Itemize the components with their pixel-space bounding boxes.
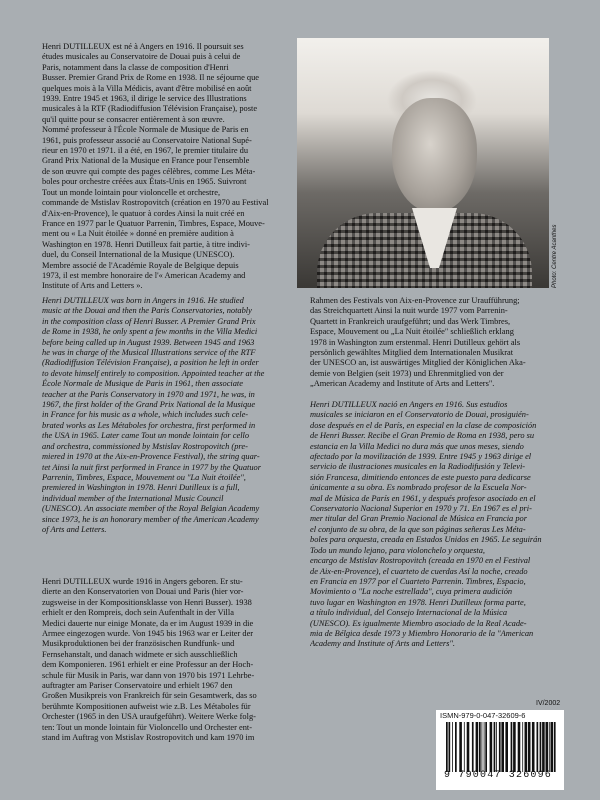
text-line: afectado por la movilización de 1939. Entre 1945 y 1963 dirige el — [310, 452, 532, 462]
text-line: estancia en la Villa Medici no dura más que unos meses, siendo — [310, 441, 524, 451]
text-line: (UNESCO). An associate member of the Royal Belgian Academy — [42, 504, 260, 514]
text-line: boles pour orchestre créées aux États-Unis en 1965. Suivront — [42, 177, 247, 187]
text-line: Henri DUTILLEUX wurde 1916 in Angers geboren. Er stu- — [42, 577, 243, 586]
text-line: Henri DUTILLEUX was born in Angers in 1916. He studied — [42, 296, 244, 305]
barcode-number: 9 790047 326096 — [443, 770, 552, 781]
ismn-number: ISMN-979-0-047-32609-6 — [440, 711, 526, 720]
text-line: dose después en el de París, en especial en la clase de composición — [310, 420, 537, 430]
text-line: Rahmen des Festivals von Aix-en-Provence zur Uraufführung; — [310, 296, 520, 305]
biography-english — [42, 296, 288, 535]
text-line: and orchestra, commissioned by Mstislav Rostropovitch (pre- — [42, 441, 248, 451]
text-line: 1961, puis professeur associé au Conservatoire National Supé- — [42, 135, 252, 145]
text-line: dem Komponieren. 1961 erhielt er eine Professur an der Hoch- — [42, 660, 254, 670]
photo-credit: Photo: Centre Acanthes — [552, 224, 558, 288]
text-line: Conservatorio Nacional Superior en 1970 y 71. En 1967 es el pri- — [310, 504, 532, 514]
text-line: stand im Auftrag von Mstislav Rostropovitch und kam 1970 im — [42, 733, 255, 743]
text-line: 1967, the first holder of the Grand Prix National de la Musique — [42, 400, 256, 410]
text-line: the USA in 1965. Later came Tout un monde lointain for cello — [42, 431, 250, 441]
text-line: de Henri Busser. Recibe el Gran Premio de Roma en 1938, pero su — [310, 431, 535, 441]
text-line: Washington en 1978. Henri Dutilleux fait partie, à titre indivi- — [42, 239, 250, 249]
text-line: de Aix-en-Provence), el cuarteto de cuerdas Así la noche, creado — [310, 566, 528, 576]
text-line: Grand Prix National de la Musique en France pour l'ensemble — [42, 156, 250, 166]
text-line: brated works as Les Métaboles for orchestra, first performed in — [42, 420, 256, 430]
text-line: music at the Douai and then the Paris Conservatories, notably — [42, 306, 252, 316]
text-line: servicio de ilustraciones musicales en la Radiodifusión y Televi- — [310, 462, 526, 472]
text-line: auftragter am Pariser Conservatoire und erhielt 1967 den — [42, 681, 233, 691]
text-line: der UNESCO an, ist auswärtiges Mitglied der Königlichen Aka- — [310, 358, 526, 368]
text-line: teacher at the Paris Conservatory in 1970 and 1971, he was, in — [42, 389, 255, 399]
text-line: Quartett in Frankreich uraufgeführt; und das Werk Timbres, — [310, 316, 511, 326]
text-line: Academy and Institute of Arts and Letters". — [310, 639, 456, 649]
text-line: Institute of Arts and Letters ». — [42, 281, 143, 291]
text-line: musicales se iniciaron en el Conservatorio de Douai, prosiguién- — [310, 410, 529, 420]
text-line: Movimiento o "La noche estrellada", cuya primera audición — [310, 587, 513, 597]
text-line: de Rome in 1938, he only spent a few months in the Villa Medici — [42, 327, 258, 337]
text-line: encargo de Mstislav Rostropovitch (creada en 1970 en el Festival — [310, 556, 531, 566]
text-line: premiered in Washington in 1978. Henri Dutilleux is a full, — [42, 483, 240, 493]
text-line: Armee eingezogen wurde. Von 1945 bis 1963 war er Leiter der — [42, 629, 254, 639]
text-line: since 1973, he is an honorary member of the American Academy — [42, 514, 259, 524]
text-line: schule für Musik in Paris, war dann von 1970 bis 1971 Lehrbe- — [42, 670, 255, 680]
text-line: individual member of the International Music Council — [42, 493, 224, 503]
text-line: mer titular del Gran Premio Nacional de Música en Francia por — [310, 514, 527, 524]
text-line: études musicales au Conservatoire de Douai puis à celui de — [42, 52, 241, 62]
text-line: zugsweise in der Kompositionsklasse von Henri Busser). 1938 — [42, 597, 252, 607]
text-line: Orchester (1965 in den USA uraufgeführt). Weitere Werke folg- — [42, 712, 256, 722]
biography-french — [42, 42, 288, 292]
text-line: Nommé professeur à l'École Normale de Musique de Paris en — [42, 125, 249, 135]
text-line: dierte an den Konservatorien von Douai und Paris (hier vor- — [42, 587, 244, 597]
text-line: Fernsehanstalt, und danach widmete er sich ausschließlich — [42, 649, 238, 659]
text-line: únicamente a su obra. Es nombrado profesor de la Escuela Nor- — [310, 483, 527, 493]
composer-portrait-photo — [297, 38, 549, 288]
text-line: France en 1977 par le Quatuor Parrenin, Timbres, Espace, Mouve- — [42, 218, 265, 228]
text-line: 1939. Entre 1945 et 1963, il dirige le service des Illustrations — [42, 94, 247, 104]
text-line: erhielt er den Rompreis, doch sein Aufenthalt in der Villa — [42, 608, 234, 618]
text-line: mia de Bélgica desde 1973 y Miembro Honorario de la "American — [310, 628, 534, 638]
text-line: qu'il quitte pour se consacrer entièrement à son œuvre. — [42, 114, 225, 124]
text-line: Paris, notamment dans la classe de composition d'Henri — [42, 62, 229, 72]
text-line: el conjunto de su obra, de la que son páginas señeras Les Méta- — [310, 524, 526, 534]
text-line: Busser. Premier Grand Prix de Rome en 1938. Il ne séjourne que — [42, 73, 260, 83]
text-line: Henri DUTILLEUX est né à Angers en 1916. Il poursuit ses — [42, 42, 244, 51]
biography-spanish — [310, 400, 560, 650]
print-date: IV/2002 — [536, 700, 561, 707]
text-line: 1978 in Washington zum erstenmal. Henri Dutilleux gehört als — [310, 337, 521, 347]
barcode-icon — [446, 722, 558, 772]
text-line: tuvo lugar en Washington en 1978. Henri Dutilleux forma parte, — [310, 597, 526, 607]
text-line: to devote himself entirely to composition. Appointed teacher at the — [42, 368, 265, 378]
text-line: École Normale de Musique de Paris in 1961, then associate — [42, 379, 243, 389]
text-line: (UNESCO). Es igualmente Miembro asociado de la Real Acade- — [310, 618, 527, 628]
text-line: demie von Belgien (seit 1973) und Ehrenmitglied von der — [310, 368, 504, 378]
text-line: ment ou « La Nuit étoilée » donné en première audition à — [42, 229, 234, 239]
text-line: 1973, il est membre honoraire de l'« American Academy and — [42, 270, 246, 280]
text-line: tet Ainsi la nuit first performed in France in 1977 by the Quatuor — [42, 462, 261, 472]
biography-german-continued — [310, 296, 560, 390]
text-line: Todo un mundo lejano, para violonchelo y orquesta, — [310, 545, 486, 555]
text-line: Henri DUTILLEUX nació en Angers en 1916. Sus estudios — [310, 400, 508, 409]
text-line: Großen Musikpreis von Frankreich für sein Gesamtwerk, das so — [42, 691, 257, 701]
text-line: das Streichquartett Ainsi la nuit wurde 1977 vom Parrenin- — [310, 306, 508, 316]
text-line: before being called up in August 1939. Between 1945 and 1963 — [42, 337, 255, 347]
text-line: duel, du Conseil International de la Musique (UNESCO). — [42, 250, 235, 260]
text-line: berühmte Kompositionen aufweist wie z.B. Les Métaboles für — [42, 701, 251, 711]
text-line: Tout un monde lointain pour violoncelle et orchestre, — [42, 187, 221, 197]
text-line: mal de Música de París en 1961, y después profesor asociado en el — [310, 493, 536, 503]
text-line: en Francia en 1977 por el Cuarteto Parrenin. Timbres, Espacio, — [310, 576, 526, 586]
text-line: d'Aix-en-Provence), le quatuor à cordes Ainsi la nuit créé en — [42, 208, 245, 218]
text-line: Parrenin, Timbres, Espace, Mouvement ou "La Nuit étoilée", — [42, 472, 246, 482]
text-line: Espace, Mouvement ou „La Nuit étoilée" schließlich erklang — [310, 327, 514, 337]
text-line: sión Francesa, dimitiendo entonces de este puesto para dedicarse — [310, 472, 531, 482]
text-line: Medici dauerte nur einige Monate, da er im August 1939 in die — [42, 618, 254, 628]
text-line: in the composition class of Henri Busser. A Premier Grand Prix — [42, 316, 256, 326]
text-line: Musikproduktionen bei der französischen Rundfunk- und — [42, 639, 235, 649]
biography-german — [42, 577, 288, 744]
text-line: Membre associé de l'Académie Royale de Belgique depuis — [42, 260, 239, 270]
text-line: in France for his music as a whole, which includes such cele- — [42, 410, 249, 420]
text-line: he was in charge of the Musical Illustrations service of the RTF — [42, 348, 256, 358]
text-line: rieur en 1970 et 1971. il a été, en 1967, le premier titulaire du — [42, 146, 249, 156]
text-line: of Arts and Letters. — [42, 524, 107, 534]
text-line: persönlich gewähltes Mitglied dem Internationalen Musikrat — [310, 348, 514, 358]
text-line: commande de Mstislav Rostropovitch (création en 1970 au Festival — [42, 198, 269, 208]
text-line: quelques mois à la Villa Médicis, avant d'être mobilisé en août — [42, 83, 252, 93]
text-line: de son œuvre qui compte des pages célèbres, comme Les Méta- — [42, 166, 256, 176]
text-line: „American Academy and Institute of Arts and Letters". — [310, 379, 495, 389]
text-line: ten: Tout un monde lointain für Violoncello und Orchester ent- — [42, 722, 253, 732]
text-line: musicales à la RTF (Radiodiffusion Télévision Française), poste — [42, 104, 258, 114]
text-line: boles para orquesta, creada en Estados Unidos en 1965. Le seguirán — [310, 535, 542, 545]
text-line: a título individual, del Consejo Internacional de la Música — [310, 608, 508, 618]
text-line: (Radiodiffusion Télévision Française), a position he left in order — [42, 358, 259, 368]
text-line: miered in 1970 at the Aix-en-Provence Festival), the string quar- — [42, 452, 260, 462]
